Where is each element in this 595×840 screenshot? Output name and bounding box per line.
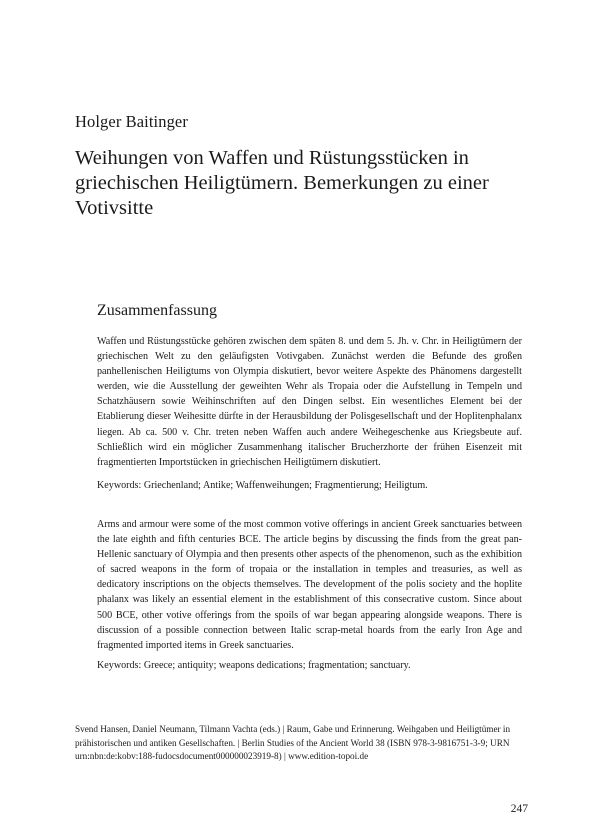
keywords-german: Keywords: Griechenland; Antike; Waffenweihungen; Fragmentierung; Heiligtum. <box>97 480 428 491</box>
article-title: Weihungen von Waffen und Rüstungsstücken in griechischen Heiligtümern. Bemerkungen zu einer Votivsitte <box>75 147 489 219</box>
keywords-english: Keywords: Greece; antiquity; weapons dedications; fragmentation; sanctuary. <box>97 660 411 671</box>
page-number: 247 <box>510 803 528 815</box>
abstract-german: Waffen und Rüstungsstücke gehören zwischen dem späten 8. und dem 5. Jh. v. Chr. in Heiligtümern der griechischen Welt zu den geläufigsten Votivgaben. Zunächst werden die Befunde des großen panhellenischen Heiligtums von Olympia diskutiert, bevor weitere Aspekte des Phänomens dargestellt werden, wie die Ausstellung der geweihten Wehr als Tropaia oder die Aufstellung in Tempeln und Schatzhäusern sowie Weihinschriften auf den Dingen selbst. Ein wesentliches Element bei der Etablierung dieser Weihesitte dürfte in der Herausbildung der Polisgesellschaft und der Hoplitenphalanx liegen. Ab ca. 500 v. Chr. treten neben Waffen auch andere Weihegeschenke aus Kriegsbeute auf. Schließlich wird ein möglicher Zusammenhang italischer Brucherzhorte der frühen Eisenzeit mit fragmentierten Importstücken in griechischen Heiligtümern diskutiert. <box>97 336 522 468</box>
abstract-english: Arms and armour were some of the most common votive offerings in ancient Greek sanctuaries between the late eighth and fifth centuries BCE. The article begins by discussing the finds from the great pan-Hellenic sanctuary of Olympia and then presents other aspects of the phenomenon, such as the exhibition of sacred weapons in the form of tropaia or the installation in temples and treasuries, as well as dedicatory inscriptions on the objects themselves. The development of the polis society and the hoplite phalanx was likely an essential element in the establishment of this consecrative custom. Since about 500 BCE, other votive offerings from the spoils of war began appearing alongside weapons. There is discussion of a possible connection between Italic scrap-metal hoards from the early Iron Age and fragmented imported items in Greek sanctuaries. <box>97 519 522 651</box>
author-name: Holger Baitinger <box>75 112 188 131</box>
summary-heading: Zusammenfassung <box>97 302 217 319</box>
publication-footer: Svend Hansen, Daniel Neumann, Tilmann Vachta (eds.) | Raum, Gabe und Erinnerung. Weihgaben und Heiligtümer in prähistorischen und antiken Gesellschaften. | Berlin Studies of the Ancient World 38 (ISBN 978-3-9816751-3-9; URN urn:nbn:de:kobv:188-fudocsdocument000000023919-8) | www.edition-topoi.de <box>75 724 511 762</box>
